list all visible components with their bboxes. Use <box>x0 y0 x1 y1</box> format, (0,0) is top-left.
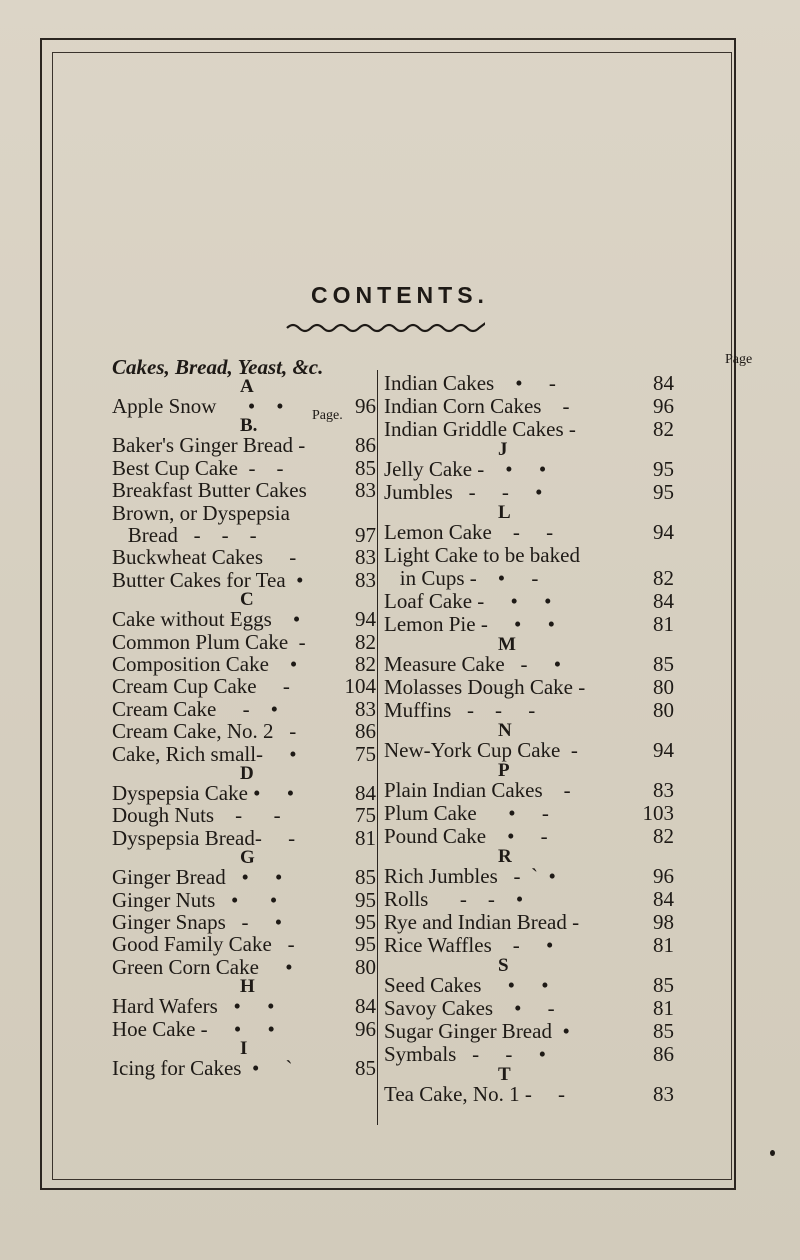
entry-title: Cream Cup Cake - <box>112 674 290 699</box>
entry-title: Dough Nuts - - <box>112 803 281 828</box>
entry-title: Pound Cake • - <box>384 824 548 848</box>
entry-page-number: 84 <box>653 371 674 395</box>
entry-title: Buckwheat Cakes - <box>112 545 297 570</box>
ink-spot <box>770 1150 775 1156</box>
entry-page-number: 80 <box>653 698 674 722</box>
section-letter: S <box>498 955 509 976</box>
entry-title: Plum Cake • - <box>384 801 549 825</box>
left-page-label: Page. <box>312 408 343 423</box>
entry-page-number: 95 <box>355 910 376 934</box>
entry-page-number: 85 <box>355 455 376 480</box>
entry-page-number: 83 <box>355 478 376 503</box>
entry-page-number: 81 <box>653 996 674 1020</box>
entry-page-number: 103 <box>642 801 674 825</box>
section-letter: C <box>240 589 254 611</box>
entry-page-number: 95 <box>653 480 674 504</box>
entry-title: Measure Cake - • <box>384 652 562 676</box>
section-letter: J <box>498 439 508 460</box>
entry-title: Light Cake to be baked <box>384 543 580 567</box>
entry-title: Seed Cakes • • <box>384 973 549 997</box>
section-letter: A <box>240 376 254 397</box>
entry-page-number: 97 <box>355 523 376 547</box>
column-divider <box>377 370 378 1125</box>
entry-title: Indian Cakes • - <box>384 371 556 395</box>
entry-page-number: 75 <box>355 803 376 828</box>
entry-page-number: 82 <box>355 629 376 654</box>
entry-title: Ginger Bread • • <box>112 865 283 890</box>
entry-page-number: 83 <box>355 545 376 570</box>
entry-title: Dyspepsia Cake • • <box>112 781 295 805</box>
entry-title: New-York Cup Cake - <box>384 738 578 762</box>
entry-page-number: 95 <box>355 932 376 957</box>
entry-title: Dyspepsia Bread- - <box>112 825 296 850</box>
right-page-label: Page <box>725 352 753 367</box>
entry-page-number: 82 <box>653 824 674 848</box>
entry-title: Cake, Rich small- • <box>112 741 297 766</box>
entry-page-number: 85 <box>653 973 674 997</box>
entry-title: Plain Indian Cakes - <box>384 778 571 802</box>
entry-page-number: 83 <box>653 1082 674 1106</box>
entry-title: Loaf Cake - • • <box>384 589 552 613</box>
entry-page-number: 85 <box>653 1019 674 1043</box>
entry-title: Rice Waffles - • <box>384 933 554 957</box>
entry-title: Baker's Ginger Bread - <box>112 433 306 458</box>
entry-page-number: 75 <box>355 741 376 766</box>
entry-title: Hoe Cake - • • <box>112 1016 275 1041</box>
entry-title: Lemon Pie - • • <box>384 612 556 636</box>
entry-page-number: 98 <box>653 910 674 934</box>
entry-page-number: 82 <box>355 652 376 676</box>
entry-title: Jelly Cake - • • <box>384 457 547 481</box>
section-letter: B. <box>240 415 258 437</box>
contents-entry <box>384 479 674 505</box>
entry-title: Good Family Cake - <box>112 932 295 957</box>
entry-title: Butter Cakes for Tea • <box>112 567 304 592</box>
entry-page-number: 83 <box>355 696 376 721</box>
entry-page-number: 84 <box>653 887 674 911</box>
entry-page-number: 84 <box>355 781 376 805</box>
entry-title: Ginger Snaps - • <box>112 910 283 934</box>
entry-title: Composition Cake • <box>112 652 298 676</box>
entry-title: Rich Jumbles - ˋ • <box>384 864 556 888</box>
section-letter: R <box>498 846 512 867</box>
left-column-heading: Cakes, Bread, Yeast, &c. <box>112 355 324 379</box>
section-letter: T <box>498 1064 511 1085</box>
entry-title: Savoy Cakes • - <box>384 996 555 1020</box>
entry-title: Rolls - - • <box>384 887 524 911</box>
entry-title: Common Plum Cake - <box>112 629 306 654</box>
entry-title: Lemon Cake - - <box>384 520 554 544</box>
section-letter: G <box>240 847 255 869</box>
contents-entry <box>112 1055 376 1081</box>
entry-page-number: 86 <box>355 433 376 458</box>
entry-page-number: 94 <box>653 520 674 544</box>
section-letter: I <box>240 1038 248 1059</box>
entry-page-number: 82 <box>653 566 674 590</box>
entry-title: Ginger Nuts • • <box>112 887 278 912</box>
entry-title: Symbals - - • <box>384 1042 546 1066</box>
entry-page-number: 85 <box>653 652 674 676</box>
entry-page-number: 86 <box>653 1042 674 1066</box>
entry-title: Cream Cake, No. 2 - <box>112 719 297 744</box>
entry-page-number: 104 <box>344 674 376 699</box>
contents-entry <box>384 611 674 637</box>
contents-entry <box>384 416 674 442</box>
entry-page-number: 94 <box>355 607 376 632</box>
entry-title: Molasses Dough Cake - <box>384 675 586 699</box>
entry-title: Bread - - - <box>112 523 257 547</box>
entry-page-number: 95 <box>653 457 674 481</box>
section-letter: D <box>240 763 254 784</box>
entry-page-number: 96 <box>653 394 674 418</box>
section-letter: L <box>498 502 511 523</box>
entry-title: Icing for Cakes • ˋ <box>112 1056 293 1080</box>
entry-title: Tea Cake, No. 1 - - <box>384 1082 566 1106</box>
entry-page-number: 81 <box>653 933 674 957</box>
entry-page-number: 96 <box>355 1016 376 1041</box>
contents-entry <box>384 932 674 958</box>
contents-entry <box>384 1081 674 1107</box>
section-letter: N <box>498 720 512 741</box>
contents-entry <box>384 823 674 849</box>
entry-title: Brown, or Dyspepsia <box>112 500 290 525</box>
section-letter: P <box>498 760 510 781</box>
entry-page-number: 86 <box>355 719 376 744</box>
entry-page-number: 94 <box>653 738 674 762</box>
entry-page-number: 95 <box>355 887 376 912</box>
entry-page-number: 80 <box>355 954 376 979</box>
entry-page-number: 85 <box>355 865 376 890</box>
entry-title: Green Corn Cake • <box>112 954 293 979</box>
entry-title: Apple Snow • • <box>112 394 284 418</box>
entry-title: Indian Corn Cakes - <box>384 394 570 418</box>
entry-title: Breakfast Butter Cakes <box>112 478 307 503</box>
entry-title: Rye and Indian Bread - <box>384 910 580 934</box>
section-letter: H <box>240 976 255 998</box>
entry-title: Indian Griddle Cakes - <box>384 417 576 441</box>
entry-page-number: 96 <box>653 864 674 888</box>
ornament-flourish <box>285 318 485 338</box>
entry-title: in Cups - • - <box>384 566 539 590</box>
contents-entry <box>384 737 674 763</box>
entry-page-number: 83 <box>653 778 674 802</box>
entry-page-number: 85 <box>355 1056 376 1080</box>
entry-title: Sugar Ginger Bread • <box>384 1019 570 1043</box>
entry-title: Best Cup Cake - - <box>112 455 284 480</box>
entry-title: Hard Wafers • • <box>112 994 275 1019</box>
entry-page-number: 81 <box>653 612 674 636</box>
entry-page-number: 80 <box>653 675 674 699</box>
contents-entry <box>384 697 674 723</box>
entry-page-number: 84 <box>355 994 376 1019</box>
entry-title: Muffins - - - <box>384 698 536 722</box>
entry-title: Cream Cake - • <box>112 696 278 721</box>
entry-page-number: 81 <box>355 825 376 850</box>
entry-page-number: 84 <box>653 589 674 613</box>
section-letter: M <box>498 634 516 655</box>
entry-page-number: 96 <box>355 394 376 418</box>
entry-title: Cake without Eggs • <box>112 607 301 632</box>
contents-entry <box>384 1041 674 1067</box>
page-title: CONTENTS. <box>311 282 489 308</box>
entry-title: Jumbles - - • <box>384 480 543 504</box>
entry-page-number: 83 <box>355 567 376 592</box>
entry-page-number: 82 <box>653 417 674 441</box>
